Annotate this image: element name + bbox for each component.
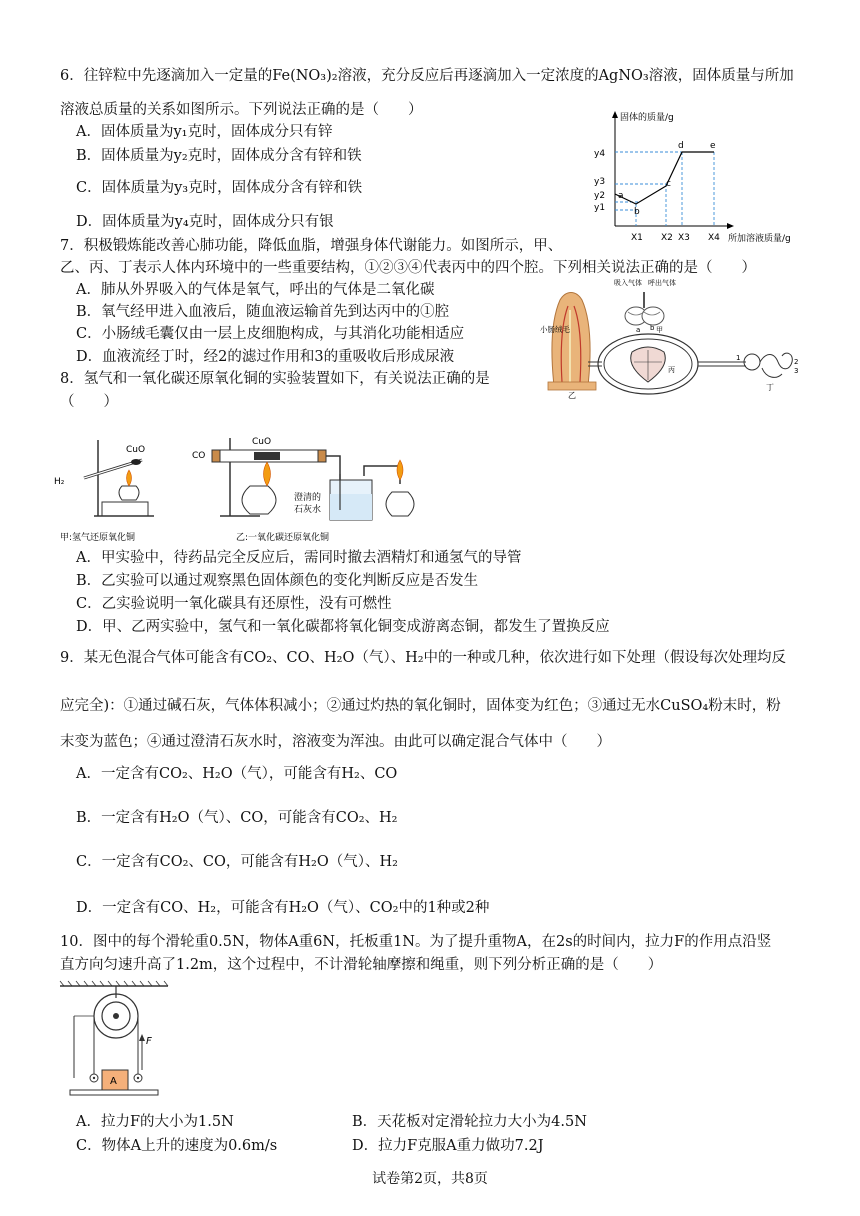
graph-y3: y3	[594, 177, 606, 187]
label-3: 3	[794, 367, 799, 375]
graph-point-c: c	[666, 179, 671, 189]
q9-option-d[interactable]: D．一定含有CO、H₂，可能含有H₂O（气）、CO₂中的1种或2种	[76, 900, 490, 916]
q7-option-c[interactable]: C．小肠绒毛囊仅由一层上皮细胞构成，与其消化功能相适应	[76, 326, 465, 342]
graph-point-d: d	[678, 141, 684, 151]
page-footer: 试卷第2页，共8页	[372, 1171, 488, 1187]
q8-apparatus-figure	[54, 414, 454, 544]
label-2: 2	[794, 358, 799, 366]
q8-option-a[interactable]: A．甲实验中，待药品完全反应后，需同时撤去酒精灯和通氢气的导管	[76, 550, 522, 566]
q6-option-c[interactable]: C．固体质量为y₃克时，固体成分含有锌和铁	[76, 180, 363, 196]
graph-ylabel: 固体的质量/g	[620, 113, 674, 123]
q6-option-d[interactable]: D．固体质量为y₄克时，固体成分只有银	[76, 214, 334, 230]
q10-pulley-figure	[56, 980, 176, 1100]
exhale-label: 呼出气体	[648, 279, 676, 287]
graph-xlabel: 所加溶液质量/g	[728, 234, 791, 244]
h2-label: H₂	[54, 477, 65, 487]
q7-stem-line1: 7．积极锻炼能改善心肺功能，降低血脂，增强身体代谢能力。如图所示，甲、	[60, 238, 563, 254]
q6-mass-graph	[590, 108, 805, 246]
label-a: a	[636, 326, 641, 334]
q8-option-d[interactable]: D．甲、乙两实验中，氢气和一氧化碳都将氧化铜变成游离态铜，都发生了置换反应	[76, 619, 610, 635]
q10-option-a[interactable]: A．拉力F的大小为1.5N	[76, 1114, 234, 1130]
q10-stem-line2: 直方向匀速升高了1.2m，这个过程中，不计滑轮轴摩擦和绳重，则下列分析正确的是（ ）	[60, 957, 663, 973]
limewater-label-2: 石灰水	[294, 505, 322, 515]
limewater-label-1: 澄清的	[294, 493, 322, 503]
q9-stem-line3: 末变为蓝色；④通过澄清石灰水时，溶液变为浑浊。由此可以确定混合气体中（ ）	[60, 734, 611, 750]
cuo-label-1: CuO	[126, 445, 146, 455]
q10-option-b[interactable]: B．天花板对定滑轮拉力大小为4.5N	[352, 1114, 587, 1130]
q9-option-c[interactable]: C．一定含有CO₂、CO，可能含有H₂O（气）、H₂	[76, 854, 398, 870]
co-label: CO	[192, 451, 206, 461]
graph-point-e: e	[710, 141, 716, 151]
villus-drawing	[548, 293, 596, 391]
label-yi: 乙	[568, 391, 576, 400]
graph-x4: X4	[708, 233, 720, 243]
q9-stem-line2: 应完全)：①通过碱石灰，气体体积减小；②通过灼热的氧化铜时，固体变为红色；③通过无水CuSO₄粉末时，粉	[60, 698, 781, 714]
villus-label: 小肠绒毛	[540, 325, 570, 334]
label-b: b	[650, 324, 655, 332]
q7-option-b[interactable]: B．氧气经甲进入血液后，随血液运输首先到达丙中的①腔	[76, 304, 450, 320]
q9-option-b[interactable]: B．一定含有H₂O（气）、CO，可能含有CO₂、H₂	[76, 810, 398, 826]
graph-y4: y4	[594, 149, 606, 159]
label-1: 1	[736, 354, 741, 362]
q10-option-c[interactable]: C．物体A上升的速度为0.6m/s	[76, 1138, 278, 1154]
graph-curve	[615, 152, 714, 204]
force-f-label: F	[146, 1036, 152, 1047]
label-ding: 丁	[766, 383, 774, 392]
q8-option-c[interactable]: C．乙实验说明一氧化碳具有还原性，没有可燃性	[76, 596, 392, 612]
caption-yi: 乙:一氧化碳还原氧化铜	[236, 533, 330, 543]
caption-jia: 甲:氢气还原氧化铜	[60, 533, 136, 543]
graph-point-b: b	[634, 207, 640, 217]
q10-option-d[interactable]: D．拉力F克服A重力做功7.2J	[352, 1138, 544, 1154]
graph-y1: y1	[594, 203, 606, 213]
q6-stem-line2: 溶液总质量的关系如图所示。下列说法正确的是（ ）	[60, 102, 423, 118]
q7-stem-line2: 乙、丙、丁表示人体内环境中的一些重要结构，①②③④代表丙中的四个腔。下列相关说法正确的是（ ）	[60, 260, 756, 276]
graph-x2: X2	[661, 233, 673, 243]
lung-drawing	[625, 292, 664, 325]
heart-drawing	[631, 347, 666, 382]
q8-stem-line2: （ ）	[60, 394, 118, 410]
q6-option-b[interactable]: B．固体质量为y₂克时，固体成分含有锌和铁	[76, 148, 362, 164]
q8-option-b[interactable]: B．乙实验可以通过观察黑色固体颜色的变化判断反应是否发生	[76, 573, 479, 589]
q9-option-a[interactable]: A．一定含有CO₂、H₂O（气），可能含有H₂、CO	[76, 766, 398, 782]
label-bing: 丙	[668, 366, 675, 374]
label-jia: 甲	[656, 326, 663, 334]
graph-x1: X1	[631, 233, 643, 243]
q6-option-a[interactable]: A．固体质量为y₁克时，固体成分只有锌	[76, 124, 333, 140]
graph-y2: y2	[594, 191, 606, 201]
q10-stem-line1: 10．图中的每个滑轮重0.5N，物体A重6N，托板重1N。为了提升重物A，在2s的时间内，拉力F的作用点沿竖	[60, 934, 772, 950]
q9-stem-line1: 9．某无色混合气体可能含有CO₂、CO、H₂O（气）、H₂中的一种或几种，依次进行如下处理（假设每次处理均反	[60, 650, 787, 666]
q6-stem-line1: 6．往锌粒中先逐滴加入一定量的Fe(NO₃)₂溶液，充分反应后再逐滴加入一定浓度的AgNO₃溶液，固体质量与所加	[60, 68, 794, 84]
q7-body-structure-figure	[540, 278, 802, 400]
block-a-label: A	[110, 1076, 117, 1087]
cuo-label-2: CuO	[252, 437, 272, 447]
nephron-drawing	[744, 353, 792, 377]
q7-option-d[interactable]: D．血液流经丁时，经2的滤过作用和3的重吸收后形成尿液	[76, 349, 455, 365]
graph-point-a: a	[618, 191, 624, 201]
inhale-label: 吸入气体	[614, 279, 642, 287]
q8-stem-line1: 8．氢气和一氧化碳还原氧化铜的实验装置如下，有关说法正确的是	[60, 371, 490, 387]
graph-x3: X3	[678, 233, 690, 243]
q7-option-a[interactable]: A．肺从外界吸入的气体是氧气，呼出的气体是二氧化碳	[76, 282, 435, 298]
